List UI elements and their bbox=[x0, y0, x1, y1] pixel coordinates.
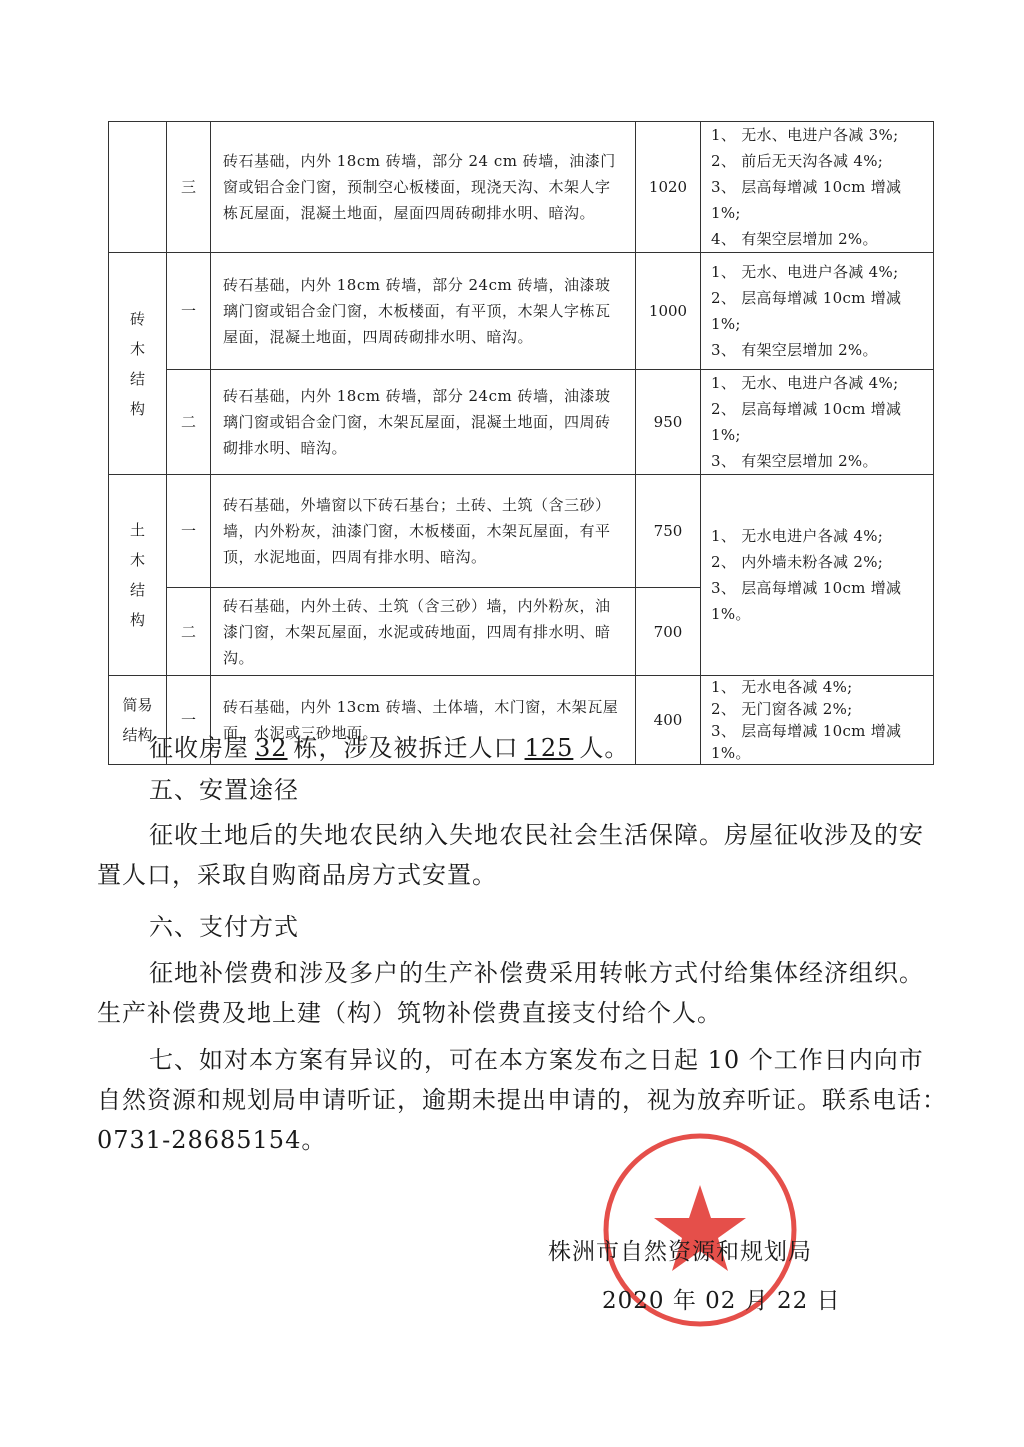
adjustment-cell: 1、 无水、电进户各减 4%; 2、 层高每增减 10cm 增减 1%; 3、 有架空层增加 2%。 bbox=[701, 370, 934, 475]
adjustment-cell: 1、 无水电进户各减 4%; 2、 内外墙未粉各减 2%; 3、 层高每增减 10cm 增减 1%。 bbox=[701, 475, 934, 676]
price-cell: 400 bbox=[636, 676, 701, 765]
adjustment-cell: 1、 无水电各减 4%; 2、 无门窗各减 2%; 3、 层高每增减 10cm 增减 1%。 bbox=[701, 676, 934, 765]
description-cell: 砖石基础，内外 18cm 砖墙，部分 24cm 砖墙，油漆玻璃门窗或铝合金门窗，木架瓦屋面，混凝土地面，四周砖砌排水明、暗沟。 bbox=[211, 370, 636, 475]
category-cell bbox=[109, 122, 167, 253]
grade-cell: 二 bbox=[167, 588, 211, 676]
houses-summary: 征收房屋 32 栋，涉及被拆迁人口 125 人。 bbox=[149, 734, 630, 762]
price-cell: 700 bbox=[636, 588, 701, 676]
description-cell: 砖石基础，内外土砖、土筑（含三砂）墙，内外粉灰，油漆门窗，木架瓦屋面，水泥或砖地面，四周有排水明、暗沟。 bbox=[211, 588, 636, 676]
description-cell: 砖石基础，内外 18cm 砖墙，部分 24cm 砖墙，油漆玻璃门窗或铝合金门窗，木板楼面，有平顶，木架人字栋瓦屋面，混凝土地面，四周砖砌排水明、暗沟。 bbox=[211, 253, 636, 370]
grade-cell: 二 bbox=[167, 370, 211, 475]
grade-cell: 一 bbox=[167, 475, 211, 588]
table-row bbox=[109, 370, 934, 475]
category-simple: 简易 结构 bbox=[109, 676, 167, 765]
price-cell: 950 bbox=[636, 370, 701, 475]
grade-cell: 三 bbox=[167, 122, 211, 253]
table-row bbox=[109, 475, 934, 588]
description-cell: 砖石基础，外墙窗以下砖石基台；土砖、土筑（含三砂）墙，内外粉灰，油漆门窗，木板楼面，木架瓦屋面，有平顶，水泥地面，四周有排水明、暗沟。 bbox=[211, 475, 636, 588]
section-6-body: 征地补偿费和涉及多户的生产补偿费采用转帐方式付给集体经济组织。生产补偿费及地上建（构）筑物补偿费直接支付给个人。 bbox=[97, 959, 924, 1027]
table-row bbox=[109, 253, 934, 370]
section-7-body: 七、如对本方案有异议的，可在本方案发布之日起 10 个工作日内向市自然资源和规划局申请听证，逾期未提出申请的，视为放弃听证。联系电话：0731-28685154。 bbox=[97, 1046, 947, 1154]
people-count: 125 bbox=[524, 734, 574, 762]
section-5-body: 征收土地后的失地农民纳入失地农民社会生活保障。房屋征收涉及的安置人口，采取自购商品房方式安置。 bbox=[97, 821, 924, 889]
description-cell: 砖石基础，内外 18cm 砖墙，部分 24 cm 砖墙，油漆门窗或铝合金门窗，预制空心板楼面，现浇天沟、木架人字栋瓦屋面，混凝土地面，屋面四周砖砌排水明、暗沟。 bbox=[211, 122, 636, 253]
price-cell: 1000 bbox=[636, 253, 701, 370]
description-cell: 砖石基础，内外 13cm 砖墙、土体墙，木门窗，木架瓦屋面，水泥或三砂地面。 bbox=[211, 676, 636, 765]
table-row bbox=[109, 122, 934, 253]
section-5-title: 五、安置途径 bbox=[149, 776, 299, 804]
grade-cell: 一 bbox=[167, 676, 211, 765]
section-6-title: 六、支付方式 bbox=[149, 913, 299, 941]
adjustment-cell: 1、 无水、电进户各减 4%; 2、 层高每增减 10cm 增减 1%; 3、 有架空层增加 2%。 bbox=[701, 253, 934, 370]
category-earth-wood: 土 木 结 构 bbox=[109, 475, 167, 676]
price-cell: 750 bbox=[636, 475, 701, 588]
signature-org: 株洲市自然资源和规划局 bbox=[548, 1239, 812, 1265]
house-count: 32 bbox=[255, 734, 288, 762]
category-brick-wood: 砖 木 结 构 bbox=[109, 253, 167, 475]
price-cell: 1020 bbox=[636, 122, 701, 253]
grade-cell: 一 bbox=[167, 253, 211, 370]
adjustment-cell: 1、 无水、电进户各减 3%; 2、 前后无天沟各减 4%; 3、 层高每增减 10cm 增减 1%; 4、 有架空层增加 2%。 bbox=[701, 122, 934, 253]
signature-date: 2020 年 02 月 22 日 bbox=[602, 1288, 841, 1314]
compensation-table bbox=[108, 121, 934, 765]
